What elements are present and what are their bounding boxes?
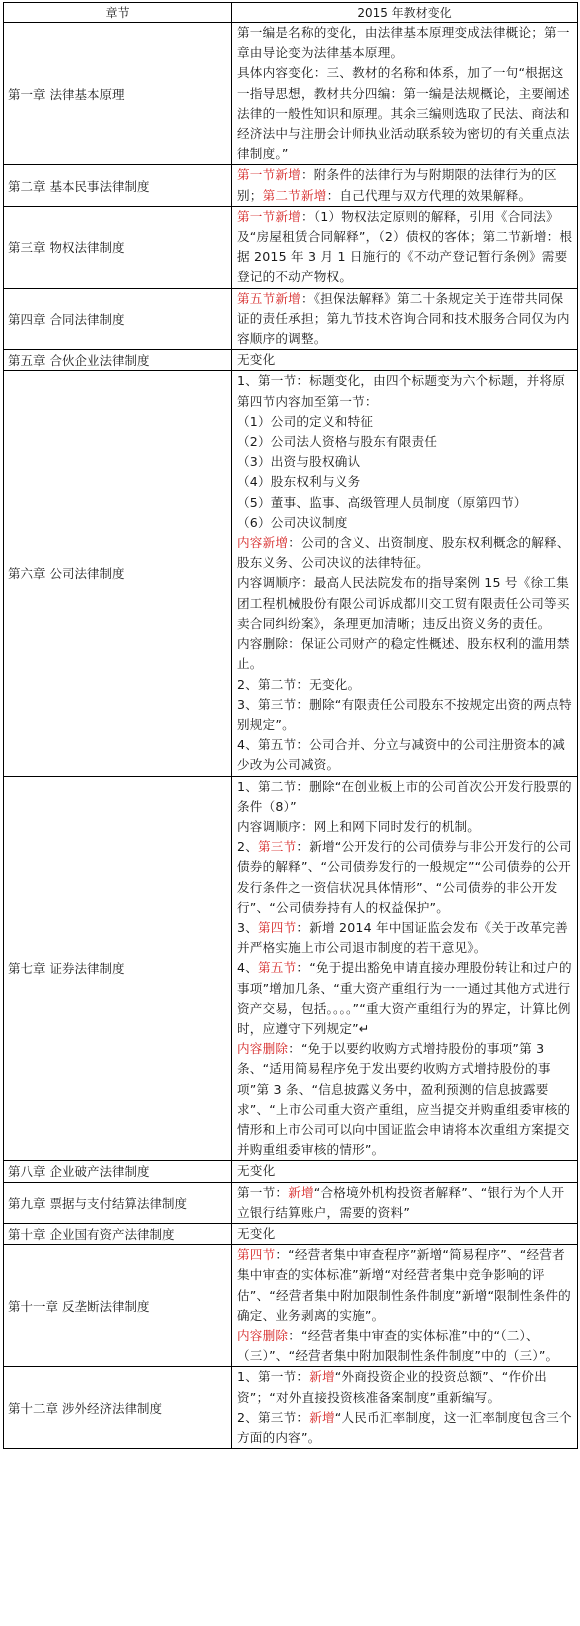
change-text: （6）公司决议制度 <box>237 514 348 530</box>
change-text: ：“经营者集中审查程序”新增“简易程序”、“经营者集中审查的实体标准”新增“对经营者集中竞争影响的评估”、“经营者集中附加限制性条件制度”新增“限制性条件的确定、业务剥离的实施”。 <box>237 1247 571 1323</box>
table-row <box>4 1223 578 1244</box>
change-text: “人民币汇率制度，这一汇率制度包含三个方面的内容”。 <box>237 1409 572 1446</box>
highlighted-label: 第四节 <box>258 919 297 935</box>
change-description <box>232 288 578 350</box>
table-row <box>4 776 578 1161</box>
change-line <box>237 1367 573 1407</box>
change-text: ：（1）物权法定原则的解释，引用《合同法》及“房屋租赁合同解释”，（2）债权的客体；第二节新增：根据 2015 年 3 月 1 日施行的《不动产登记暂行条例》需要登记的不动产物权。 <box>237 208 573 285</box>
change-line <box>237 432 573 452</box>
change-line <box>237 452 573 472</box>
chapter-name: 第八章 企业破产法律制度 <box>4 1161 232 1182</box>
change-text: ：自己代理与双方代理的效果解释。 <box>326 187 532 203</box>
change-line <box>237 695 573 735</box>
change-text: 无变化 <box>237 1225 276 1241</box>
change-text: （3）出资与股权确认 <box>237 454 361 470</box>
change-description <box>232 371 578 776</box>
change-text: 无变化 <box>237 1163 276 1179</box>
change-description <box>232 23 578 165</box>
table-header-row <box>4 3 578 23</box>
chapter-name: 第九章 票据与支付结算法律制度 <box>4 1182 232 1223</box>
change-line <box>237 23 573 63</box>
highlighted-label: 第一节新增 <box>237 167 301 183</box>
change-text: ：新增 2014 年中国证监会发布《关于改革完善并严格实施上市公司退市制度的若干意见》。 <box>237 919 568 956</box>
change-line <box>237 817 573 837</box>
change-line <box>237 289 573 350</box>
changes-column-header: 2015 年教材变化 <box>232 3 578 23</box>
change-description <box>232 1367 578 1449</box>
change-line <box>237 165 573 205</box>
highlighted-label: 内容删除 <box>237 1041 289 1057</box>
table-row <box>4 350 578 371</box>
change-text: ：新增“公开发行的公司债券与非公开发行的公司债券的解释”、“公司债券发行的一般规定”“公司债券的公开发行条件之一资信状况具体情形”、“公司债券的非公开发行”、“公司债券持有人的权益保护”。 <box>237 839 572 915</box>
change-line <box>237 472 573 492</box>
change-text: 第一节： <box>237 1184 289 1200</box>
change-text: 3、第三节：删除“有限责任公司股东不按规定出资的两点特别规定”。 <box>237 696 572 732</box>
change-text: （5）董事、监事、高级管理人员制度（原第四节） <box>237 494 527 510</box>
change-text: ：“经营者集中审查的实体标准”中的“（二）、（三）”、“经营者集中附加限制性条件制度”中的（三）”。 <box>237 1328 559 1364</box>
change-line <box>237 1245 573 1326</box>
chapter-name: 第十一章 反垄断法律制度 <box>4 1245 232 1367</box>
highlighted-label: 第二节新增 <box>262 187 327 203</box>
change-line <box>237 1326 573 1366</box>
change-text: （4）股东权利与义务 <box>237 474 361 490</box>
change-line <box>237 533 573 573</box>
change-line <box>237 1161 573 1181</box>
change-line <box>237 1039 573 1160</box>
table-row <box>4 1161 578 1182</box>
textbook-changes-table <box>3 2 578 1449</box>
change-line <box>237 777 573 817</box>
chapter-name: 第六章 公司法律制度 <box>4 371 232 776</box>
change-text: 无变化 <box>237 352 276 368</box>
change-text: 2、第二节：无变化。 <box>237 676 361 692</box>
change-line <box>237 513 573 533</box>
table-row <box>4 1245 578 1367</box>
change-text: ：“免于以要约收购方式增持股份的事项”第 3 条、“适用简易程序免于发出要约收购方式增持股份的事项”第 3 条、“信息披露义务中，盈利预测的信息披露要求”、“上市公司重大资产重组，应当提交并购重组委审核的情形和上市公司可以向中国证监会申请将本次重组方案提交并购重组委审核的情形”。 <box>237 1041 571 1158</box>
highlighted-label: 新增 <box>309 1409 335 1425</box>
change-line <box>237 634 573 674</box>
change-text: 内容调顺序：最高人民法院发布的指导案例 15 号《徐工集团工程机械股份有限公司诉成都川交工贸有限责任公司等买卖合同纠纷案》，条理更加清晰；违反出资义务的责任。 <box>237 575 570 631</box>
chapter-column-header: 章节 <box>4 3 232 23</box>
highlighted-label: 新增 <box>288 1184 314 1200</box>
change-text: 第一编是名称的变化，由法律基本原理变成法律概论；第一章由导论变为法律基本原理。 <box>237 25 570 61</box>
change-text: ：附条件的法律行为与附期限的法律行为的区别； <box>237 167 557 203</box>
change-line <box>237 350 573 370</box>
change-description <box>232 165 578 206</box>
change-text: 1、第一节：标题变化，由四个标题变为六个标题，并将原第四节内容加至第一节： <box>237 373 566 409</box>
highlighted-label: 第五节 <box>258 960 297 976</box>
change-description <box>232 1161 578 1182</box>
chapter-name: 第三章 物权法律制度 <box>4 206 232 288</box>
change-description <box>232 1223 578 1244</box>
change-text: 4、第五节：公司合并、分立与减资中的公司注册资本的减少改为公司减资。 <box>237 737 566 773</box>
change-description <box>232 206 578 288</box>
table-row <box>4 23 578 165</box>
table-row <box>4 1182 578 1223</box>
change-text: 1、第一节： <box>237 1369 310 1385</box>
highlighted-label: 内容新增 <box>237 535 289 551</box>
table-row <box>4 165 578 206</box>
change-text: （1）公司的定义和特征 <box>237 413 374 429</box>
change-text: 2、 <box>237 839 259 855</box>
highlighted-label: 新增 <box>309 1369 335 1385</box>
change-line <box>237 63 573 164</box>
change-line <box>237 493 573 513</box>
table-row <box>4 206 578 288</box>
change-description <box>232 1182 578 1223</box>
change-text: 具体内容变化：三、教材的名称和体系，加了一句“根据这一指导思想，教材共分四编：第一编是法规概论，主要阐述法律的一般性知识和原理。其余三编则选取了民法、商法和经济法中与注册会计师执业活动联系较为密切的有关重点法律制度。” <box>237 65 570 162</box>
change-line <box>237 412 573 432</box>
change-line <box>237 1408 573 1448</box>
change-text: 内容删除：保证公司财产的稳定性概述、股东权利的滥用禁止。 <box>237 636 570 672</box>
change-line <box>237 735 573 775</box>
change-text: ：公司的含义、出资制度、股东权利概念的解释、股东义务、公司决议的法律特征。 <box>237 535 570 571</box>
change-line <box>237 1224 573 1244</box>
change-text: （2）公司法人资格与股东有限责任 <box>237 434 438 450</box>
highlighted-label: 第五节新增 <box>237 290 301 306</box>
highlighted-label: 第三节 <box>258 839 297 855</box>
change-line <box>237 1183 573 1223</box>
change-text: 4、 <box>237 960 259 976</box>
change-line <box>237 207 573 288</box>
chapter-name: 第十章 企业国有资产法律制度 <box>4 1223 232 1244</box>
chapter-name: 第五章 合伙企业法律制度 <box>4 350 232 371</box>
table-row <box>4 288 578 350</box>
change-line <box>237 958 573 1039</box>
highlighted-label: 内容删除 <box>237 1328 289 1343</box>
change-description <box>232 350 578 371</box>
change-text: “外商投资企业的投资总额”、“作价出资”；“对外直接投资核准备案制度”重新编写。 <box>237 1369 547 1405</box>
change-description <box>232 776 578 1161</box>
chapter-name: 第四章 合同法律制度 <box>4 288 232 350</box>
change-text: 2、第三节： <box>237 1409 310 1425</box>
change-line <box>237 918 573 958</box>
change-text: ：《担保法解释》第二十条规定关于连带共同保证的责任承担；第九节技术咨询合同和技术服务合同仅为内容顺序的调整。 <box>237 290 570 347</box>
table-row <box>4 1367 578 1449</box>
change-line <box>237 573 573 634</box>
change-line <box>237 837 573 918</box>
change-description <box>232 1245 578 1367</box>
change-text: 3、 <box>237 919 259 935</box>
change-line <box>237 675 573 695</box>
change-line <box>237 371 573 411</box>
change-text: “合格境外机构投资者解释”、“银行为个人开立银行结算账户，需要的资料” <box>237 1184 565 1220</box>
chapter-name: 第二章 基本民事法律制度 <box>4 165 232 206</box>
table-row <box>4 371 578 776</box>
change-text: 1、第二节：删除“在创业板上市的公司首次公开发行股票的条件（8）” <box>237 778 572 814</box>
highlighted-label: 第四节 <box>237 1247 276 1263</box>
chapter-name: 第七章 证券法律制度 <box>4 776 232 1161</box>
chapter-name: 第一章 法律基本原理 <box>4 23 232 165</box>
chapter-name: 第十二章 涉外经济法律制度 <box>4 1367 232 1449</box>
highlighted-label: 第一节新增 <box>237 208 301 224</box>
change-text: ：“免于提出豁免申请直接办理股份转让和过户的事项”增加几条、“重大资产重组行为一一通过其他方式进行资产交易，包括。。。。”“重大资产重组行为的界定，计算比例时，应遵守下列规定”↵ <box>237 960 572 1036</box>
change-text: 内容调顺序：网上和网下同时发行的机制。 <box>237 818 481 834</box>
